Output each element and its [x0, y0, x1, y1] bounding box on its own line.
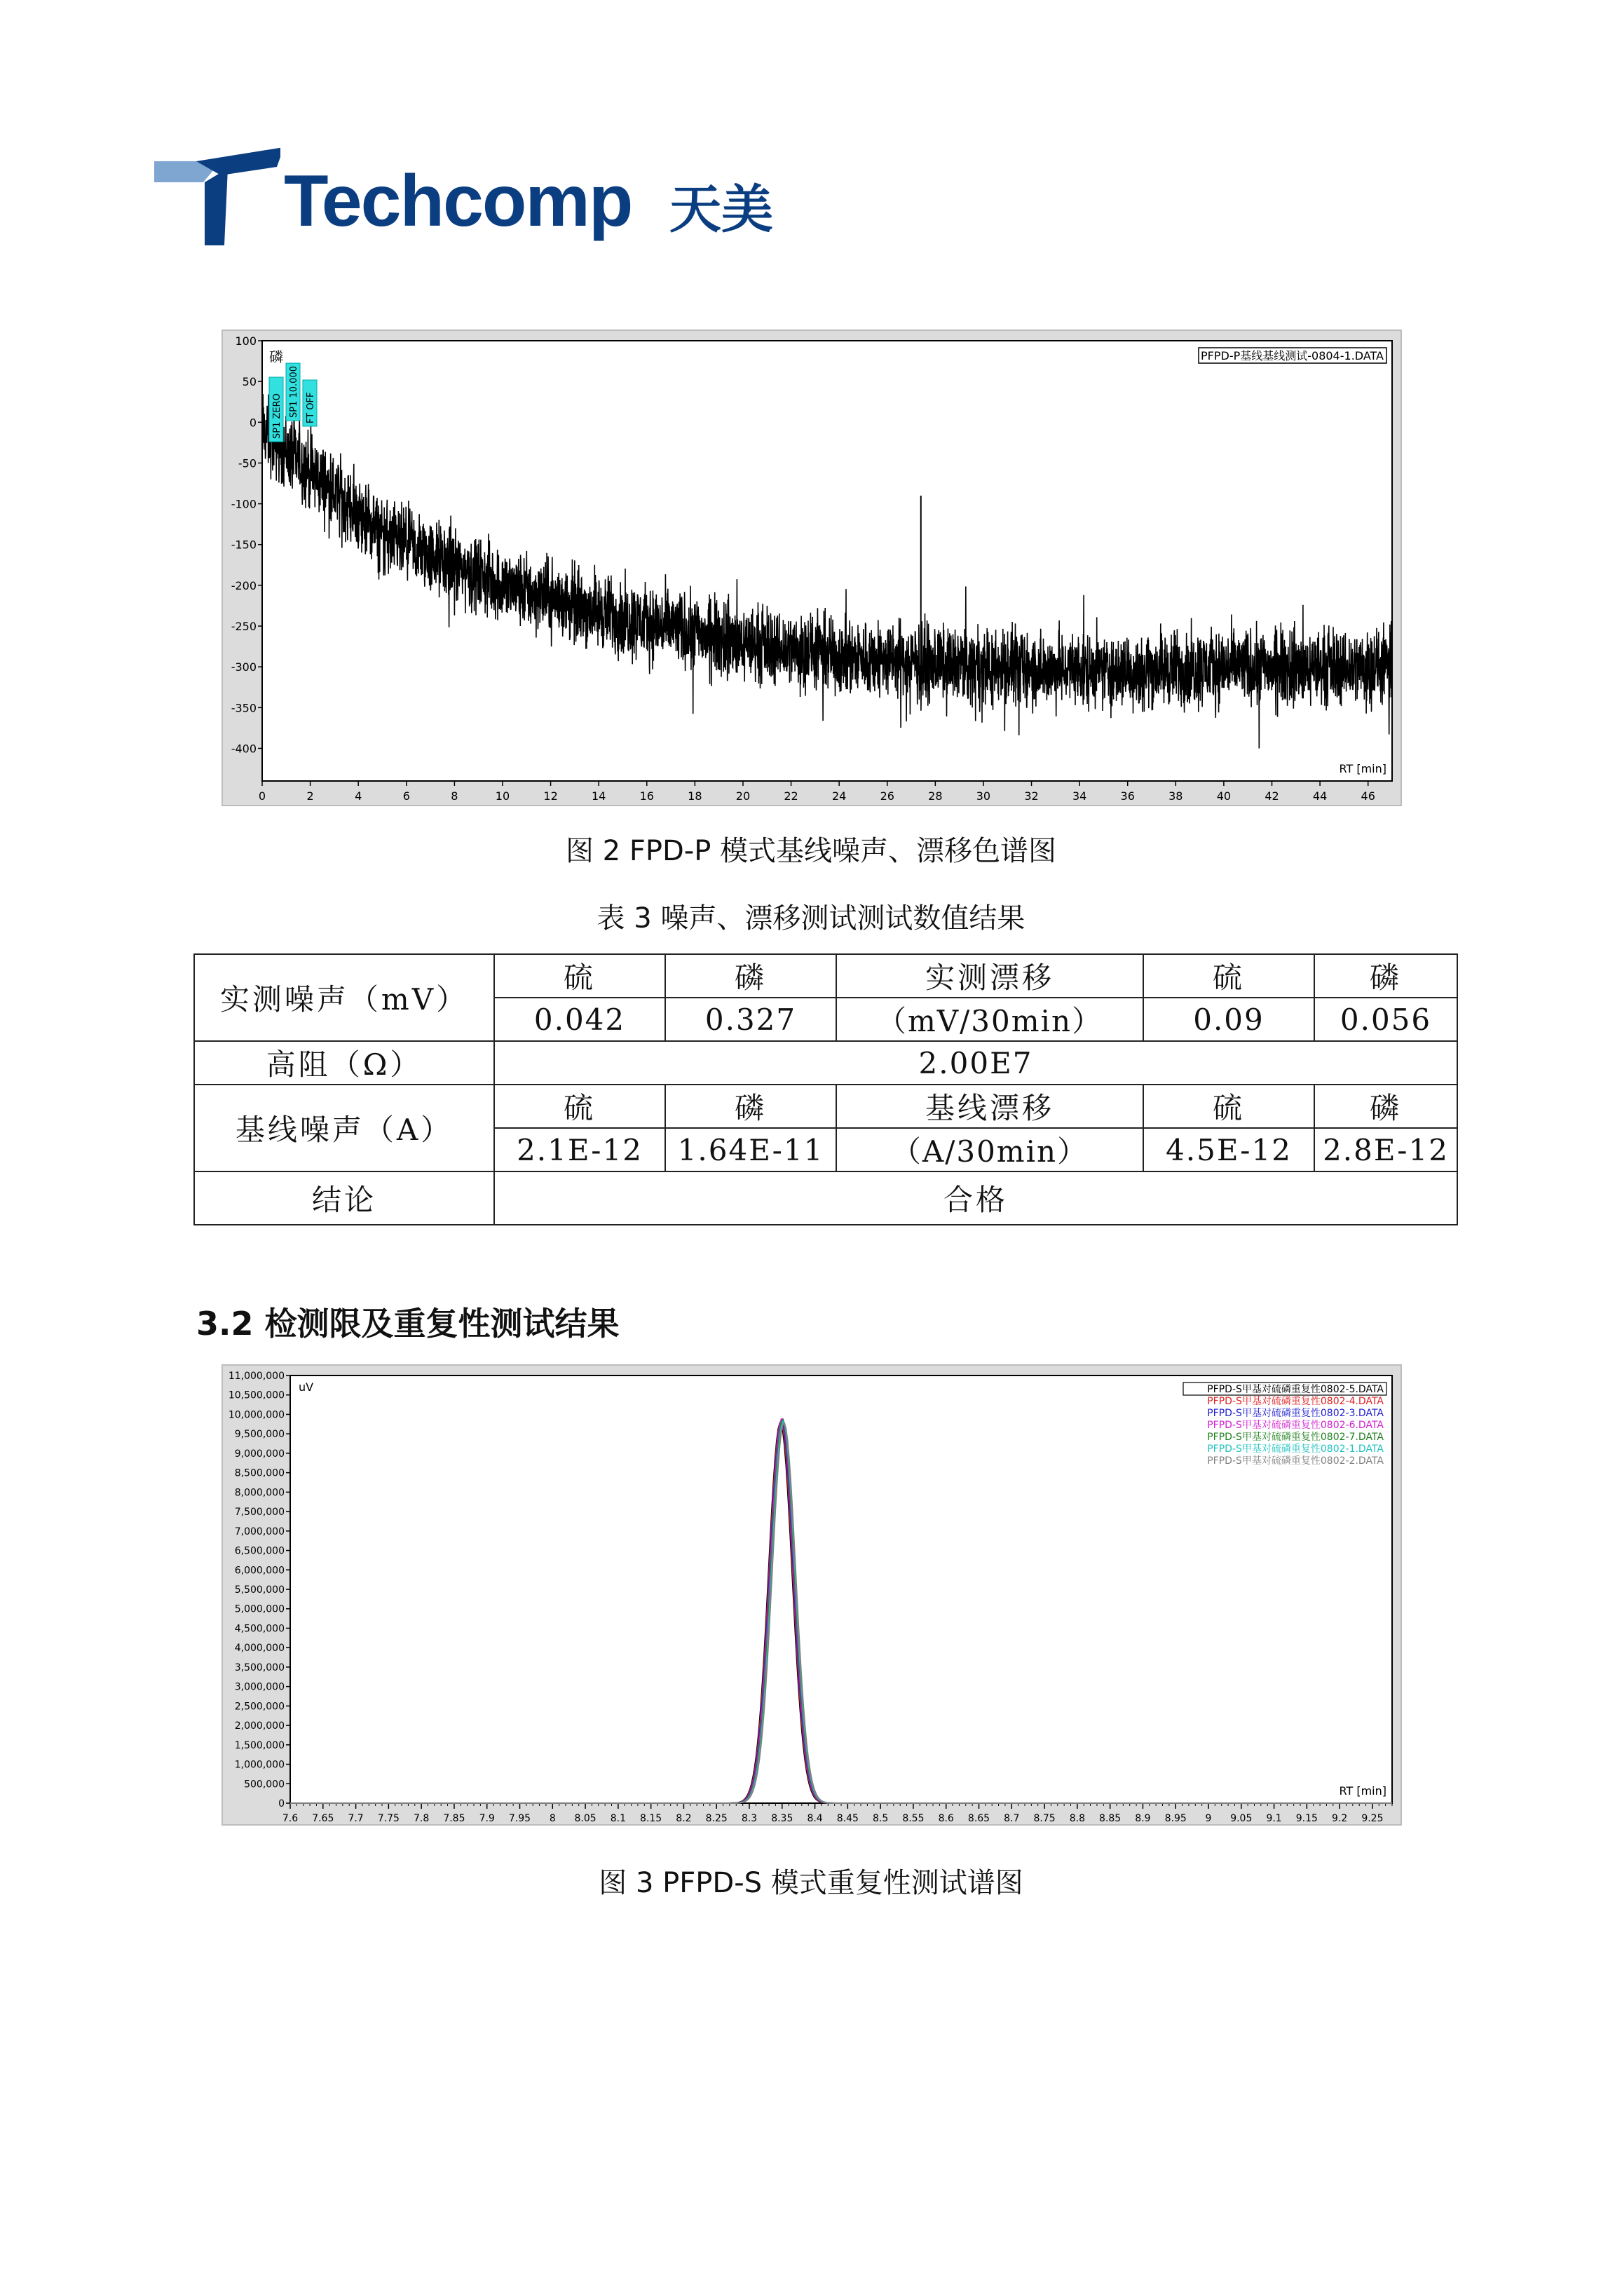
legend-label: PFPD-S甲基对硫磷重复性0802-2.DATA	[1207, 1455, 1384, 1467]
x-tick-label: 8	[451, 789, 458, 803]
x-tick-label: 18	[688, 789, 702, 803]
x-tick-label: 2	[306, 789, 314, 803]
baseline-drift-unit-label: （A/30min）	[836, 1128, 1143, 1171]
y-tick-label: 0	[278, 1798, 285, 1809]
high-resistance-label: 高阻（Ω）	[194, 1041, 494, 1085]
measured-noise-label: 实测噪声（mV）	[194, 954, 494, 1041]
x-tick-label: 7.9	[479, 1813, 495, 1824]
fig3-y-axis-label: uV	[299, 1380, 314, 1394]
legend-label: PFPD-S甲基对硫磷重复性0802-6.DATA	[1207, 1420, 1384, 1431]
phosphorus-header: 磷	[1314, 1085, 1457, 1128]
x-tick-label: 7.8	[414, 1813, 430, 1824]
phosphorus-header: 磷	[665, 1085, 836, 1128]
fig2-x-axis-label: RT [min]	[1339, 762, 1386, 775]
x-tick-label: 8.2	[676, 1813, 692, 1824]
x-tick-label: 8.95	[1164, 1813, 1187, 1824]
y-tick-label: 10,000,000	[228, 1409, 285, 1421]
y-tick-label: 2,000,000	[234, 1720, 285, 1732]
legend-entry	[1207, 1455, 1384, 1467]
x-tick-label: 12	[543, 789, 558, 803]
x-tick-label: 8.05	[574, 1813, 597, 1824]
fig3-x-axis-label: RT [min]	[1339, 1784, 1386, 1798]
y-tick-label: -350	[231, 701, 257, 715]
techcomp-logo	[154, 147, 785, 245]
noise-phosphorus-value: 0.327	[665, 998, 836, 1041]
x-tick-label: 14	[591, 789, 606, 803]
y-tick-label: 8,000,000	[234, 1487, 285, 1499]
phosphorus-header: 磷	[665, 954, 836, 998]
figure3-caption: 图 3 PFPD-S 模式重复性测试谱图	[599, 1867, 1023, 1899]
event-marker-label: FT OFF	[306, 392, 316, 423]
legend-entry	[1207, 1419, 1384, 1431]
event-marker	[269, 377, 283, 442]
fig2-legend	[1199, 348, 1386, 363]
y-tick-label: -50	[238, 456, 257, 470]
x-tick-label: 8.65	[967, 1813, 990, 1824]
y-tick-label: 6,000,000	[234, 1565, 285, 1577]
legend-entry	[1207, 1443, 1384, 1455]
y-tick-label: 500,000	[244, 1779, 285, 1791]
x-tick-label: 7.85	[443, 1813, 465, 1824]
x-tick-label: 32	[1024, 789, 1039, 803]
noise-drift-table	[193, 953, 1458, 1225]
y-tick-label: 1,500,000	[234, 1739, 285, 1751]
y-tick-label: -250	[231, 620, 257, 634]
x-tick-label: 8.7	[1004, 1813, 1020, 1824]
noise-sulfur-value: 0.042	[494, 998, 665, 1041]
x-tick-label: 7.75	[377, 1813, 400, 1824]
y-tick-label: 6,500,000	[234, 1545, 285, 1557]
event-marker	[303, 380, 317, 426]
x-tick-label: 0	[258, 789, 266, 803]
x-tick-label: 8.85	[1099, 1813, 1122, 1824]
y-tick-label: 9,000,000	[234, 1448, 285, 1460]
x-tick-label: 10	[495, 789, 510, 803]
x-tick-label: 8	[549, 1813, 556, 1824]
y-tick-label: 7,500,000	[234, 1507, 285, 1519]
legend-label: PFPD-S甲基对硫磷重复性0802-1.DATA	[1207, 1444, 1384, 1455]
measured-drift-label: 实测漂移	[836, 954, 1143, 998]
x-tick-label: 34	[1072, 789, 1087, 803]
logo-wordmark: Techcomp	[284, 161, 632, 242]
x-tick-label: 9.1	[1266, 1813, 1282, 1824]
conclusion-label: 结论	[194, 1171, 494, 1225]
x-tick-label: 8.45	[836, 1813, 859, 1824]
x-tick-label: 8.1	[610, 1813, 626, 1824]
phosphorus-header: 磷	[1314, 954, 1457, 998]
sulfur-header: 硫	[494, 1085, 665, 1128]
x-tick-label: 30	[976, 789, 991, 803]
y-tick-label: 10,500,000	[228, 1390, 285, 1401]
x-tick-label: 6	[402, 789, 410, 803]
pfpd-s-repeatability-plot	[223, 1366, 1403, 1827]
y-tick-label: 3,500,000	[234, 1662, 285, 1673]
x-tick-label: 20	[735, 789, 751, 803]
y-tick-label: 8,500,000	[234, 1467, 285, 1479]
baseline-drift-label: 基线漂移	[836, 1085, 1143, 1128]
x-tick-label: 8.4	[807, 1813, 823, 1824]
x-tick-label: 8.35	[771, 1813, 793, 1824]
drift-phosphorus-value: 0.056	[1314, 998, 1457, 1041]
pfpd-s-repeatability-chart	[222, 1364, 1402, 1826]
table-row	[194, 1171, 1457, 1225]
x-tick-label: 24	[831, 789, 847, 803]
legend-entry	[1207, 1395, 1384, 1407]
event-marker	[286, 363, 300, 421]
legend-label: PFPD-S甲基对硫磷重复性0802-5.DATA	[1207, 1384, 1384, 1395]
drift-sulfur-value: 0.09	[1143, 998, 1314, 1041]
y-tick-label: 7,000,000	[234, 1526, 285, 1537]
y-tick-label: 5,500,000	[234, 1584, 285, 1596]
x-tick-label: 44	[1312, 789, 1328, 803]
x-tick-label: 46	[1361, 789, 1375, 803]
legend-label: PFPD-S甲基对硫磷重复性0802-4.DATA	[1207, 1396, 1384, 1407]
baseline-drift-phosphorus-value: 2.8E-12	[1314, 1128, 1457, 1171]
marker-title: 磷	[269, 348, 283, 365]
table-row	[194, 1085, 1457, 1128]
sulfur-header: 硫	[1143, 1085, 1314, 1128]
x-tick-label: 8.55	[902, 1813, 925, 1824]
x-tick-label: 8.8	[1069, 1813, 1085, 1824]
fpd-p-baseline-plot	[223, 331, 1403, 808]
baseline-drift-sulfur-value: 4.5E-12	[1143, 1128, 1314, 1171]
y-tick-label: 4,000,000	[234, 1643, 285, 1655]
y-tick-label: -300	[231, 660, 257, 674]
y-tick-label: 1,000,000	[234, 1759, 285, 1771]
table3-caption: 表 3 噪声、漂移测试测试数值结果	[597, 902, 1025, 935]
x-tick-label: 8.6	[938, 1813, 954, 1824]
legend-entry	[1207, 1431, 1384, 1443]
techcomp-logo-mark-icon	[154, 147, 280, 245]
y-tick-label: 2,500,000	[234, 1701, 285, 1713]
table-row	[194, 1041, 1457, 1085]
y-tick-label: -100	[231, 497, 257, 511]
y-tick-label: 100	[235, 334, 257, 348]
x-tick-label: 8.25	[705, 1813, 728, 1824]
x-tick-label: 42	[1265, 789, 1279, 803]
fpd-p-baseline-chart	[222, 330, 1402, 806]
x-tick-label: 9.05	[1230, 1813, 1253, 1824]
x-tick-label: 16	[639, 789, 654, 803]
x-tick-label: 9.25	[1361, 1813, 1384, 1824]
fig2-legend-entry: PFPD-P基线基线测试-0804-1.DATA	[1201, 349, 1384, 362]
x-tick-label: 8.5	[873, 1813, 889, 1824]
x-tick-label: 40	[1216, 789, 1232, 803]
x-tick-label: 4	[355, 789, 362, 803]
x-tick-label: 8.75	[1033, 1813, 1056, 1824]
y-tick-label: 3,000,000	[234, 1681, 285, 1693]
sulfur-header: 硫	[1143, 954, 1314, 998]
y-tick-label: 0	[249, 416, 257, 430]
x-tick-label: 7.95	[508, 1813, 531, 1824]
x-tick-label: 9	[1205, 1813, 1212, 1824]
legend-entry	[1207, 1407, 1384, 1419]
x-tick-label: 9.2	[1332, 1813, 1348, 1824]
y-tick-label: 9,500,000	[234, 1429, 285, 1441]
legend-entry	[1183, 1383, 1386, 1395]
event-marker-label: SP1 ZERO	[272, 393, 282, 439]
y-tick-label: 11,000,000	[228, 1371, 285, 1382]
y-tick-label: 5,000,000	[234, 1603, 285, 1615]
x-tick-label: 9.15	[1295, 1813, 1318, 1824]
logo-cn-name: 天美	[669, 179, 773, 240]
x-tick-label: 28	[928, 789, 943, 803]
x-tick-label: 7.7	[348, 1813, 364, 1824]
conclusion-value: 合格	[494, 1171, 1457, 1225]
y-tick-label: -150	[231, 538, 257, 552]
drift-unit-label: （mV/30min）	[836, 998, 1143, 1041]
x-tick-label: 8.9	[1135, 1813, 1151, 1824]
legend-label: PFPD-S甲基对硫磷重复性0802-7.DATA	[1207, 1432, 1384, 1443]
x-tick-label: 8.15	[640, 1813, 662, 1824]
y-tick-label: 50	[242, 375, 257, 389]
figure2-caption: 图 2 FPD-P 模式基线噪声、漂移色谱图	[565, 835, 1057, 867]
y-tick-label: 4,500,000	[234, 1623, 285, 1635]
y-tick-label: -200	[231, 578, 257, 592]
x-tick-label: 38	[1168, 789, 1183, 803]
high-resistance-value: 2.00E7	[494, 1041, 1457, 1085]
x-tick-label: 36	[1120, 789, 1135, 803]
table-row	[194, 954, 1457, 998]
baseline-noise-label: 基线噪声（A）	[194, 1085, 494, 1171]
x-tick-label: 7.65	[312, 1813, 334, 1824]
x-tick-label: 7.6	[282, 1813, 299, 1824]
x-tick-label: 8.3	[741, 1813, 758, 1824]
legend-label: PFPD-S甲基对硫磷重复性0802-3.DATA	[1207, 1408, 1384, 1419]
sulfur-header: 硫	[494, 954, 665, 998]
x-tick-label: 22	[784, 789, 798, 803]
baseline-noise-sulfur-value: 2.1E-12	[494, 1128, 665, 1171]
x-tick-label: 26	[880, 789, 894, 803]
event-marker-label: SP1 10.000	[289, 366, 299, 418]
baseline-noise-phosphorus-value: 1.64E-11	[665, 1128, 836, 1171]
section-heading: 3.2 检测限及重复性测试结果	[196, 1305, 620, 1343]
y-tick-label: -400	[231, 742, 257, 756]
